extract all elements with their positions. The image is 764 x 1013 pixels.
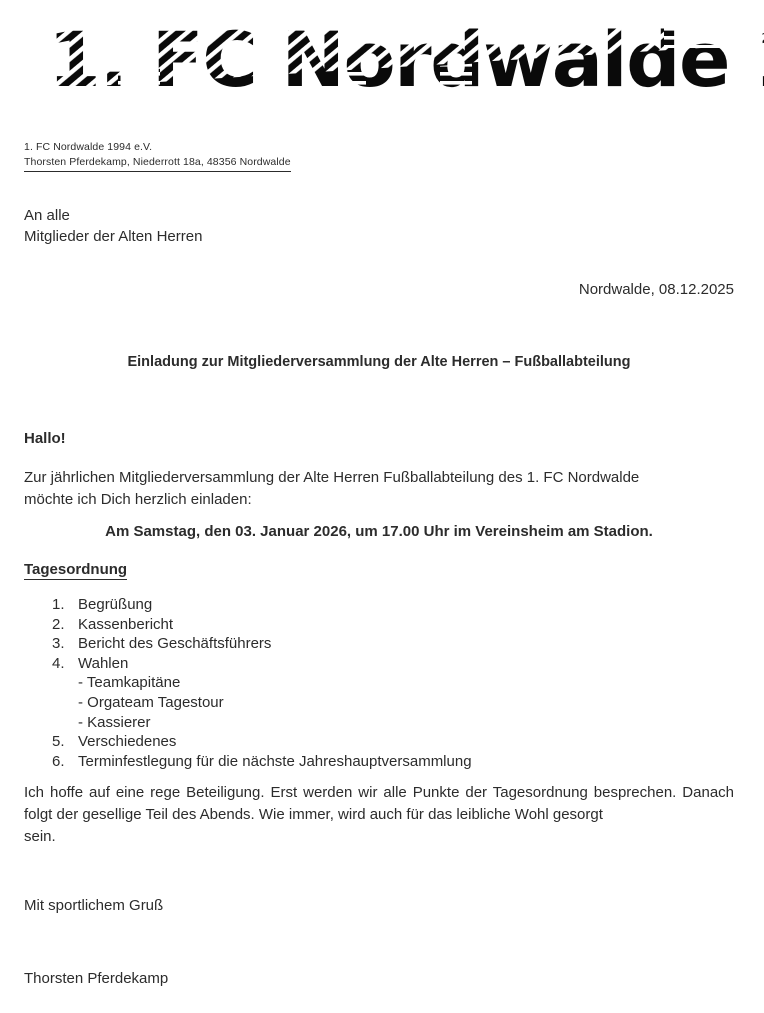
- club-logo: [0, 0, 764, 112]
- subject-heading: Einladung zur Mitgliederversammlung der Alte Herren – Fußballabteilung: [127, 354, 631, 370]
- agenda-subitem: - Orgateam Tagestour: [78, 693, 224, 711]
- agenda-item: [52, 654, 712, 732]
- signature-name: Thorsten Pferdekamp: [24, 970, 169, 987]
- agenda-item-label: Bericht des Geschäftsführers: [78, 635, 272, 653]
- agenda-item-number: 1.: [52, 596, 65, 613]
- salutation: Hallo!: [24, 430, 66, 447]
- closing-regards: Mit sportlichem Gruß: [24, 897, 164, 914]
- agenda-list: [52, 595, 712, 771]
- recipient-address: [24, 205, 202, 247]
- agenda-subitem-list: [78, 673, 712, 732]
- closing-text-part-1: Ich hoffe auf eine rege Beteiligung. Erst werden wir alle Punkte der Tagesordnung besprechen. Danach folgt der gesellige Teil des Abends. Wie immer, wird auch für das leibliche Wohl gesorgt: [24, 784, 734, 823]
- closing-text-part-2: sein.: [24, 828, 56, 845]
- agenda-item-label: Begrüßung: [78, 596, 153, 613]
- sender-line-1: 1. FC Nordwalde 1994 e.V.: [24, 141, 153, 153]
- sender-line-2: Thorsten Pferdekamp, Niederrott 18a, 48356 Nordwalde: [24, 155, 291, 172]
- recipient-line-2: Mitglieder der Alten Herren: [24, 228, 203, 245]
- agenda-item-number: 2.: [52, 615, 65, 633]
- intro-paragraph: [24, 467, 734, 511]
- agenda-subitem: - Teamkapitäne: [78, 674, 181, 692]
- closing-paragraph: [24, 782, 734, 848]
- intro-text-part-2: möchte ich Dich herzlich einladen:: [24, 491, 252, 508]
- logo-letterforms: [0, 0, 764, 112]
- agenda-item-label: Kassenbericht: [78, 615, 174, 633]
- meeting-details: Am Samstag, den 03. Januar 2026, um 17.00 Uhr im Vereinsheim am Stadion.: [105, 523, 653, 540]
- agenda-item-number: 3.: [52, 635, 65, 653]
- agenda-item-label: Verschiedenes: [78, 733, 177, 751]
- agenda-item: [52, 732, 712, 752]
- agenda-subitem: - Kassierer: [78, 713, 151, 731]
- agenda-item: [52, 634, 712, 654]
- agenda-item-label: Wahlen: [78, 654, 129, 672]
- agenda-heading-label: Tagesordnung: [24, 561, 128, 578]
- sender-address: [24, 140, 291, 172]
- agenda-heading: [24, 561, 127, 578]
- agenda-item-number: 5.: [52, 733, 65, 751]
- recipient-line-1: An alle: [24, 207, 70, 224]
- agenda-item-label: Terminfestlegung für die nächste Jahreshauptversammlung: [78, 752, 472, 770]
- club-logo-artwork: [0, 0, 764, 112]
- agenda-item: [52, 615, 712, 635]
- agenda-item: [52, 752, 712, 772]
- intro-text-part-1: Zur jährlichen Mitgliederversammlung der Alte Herren Fußballabteilung des 1. FC Nordwalde: [24, 469, 640, 486]
- agenda-item-number: 4.: [52, 654, 65, 672]
- agenda-item-number: 6.: [52, 752, 65, 770]
- agenda-item: [52, 595, 712, 615]
- date-line: Nordwalde, 08.12.2025: [578, 281, 734, 298]
